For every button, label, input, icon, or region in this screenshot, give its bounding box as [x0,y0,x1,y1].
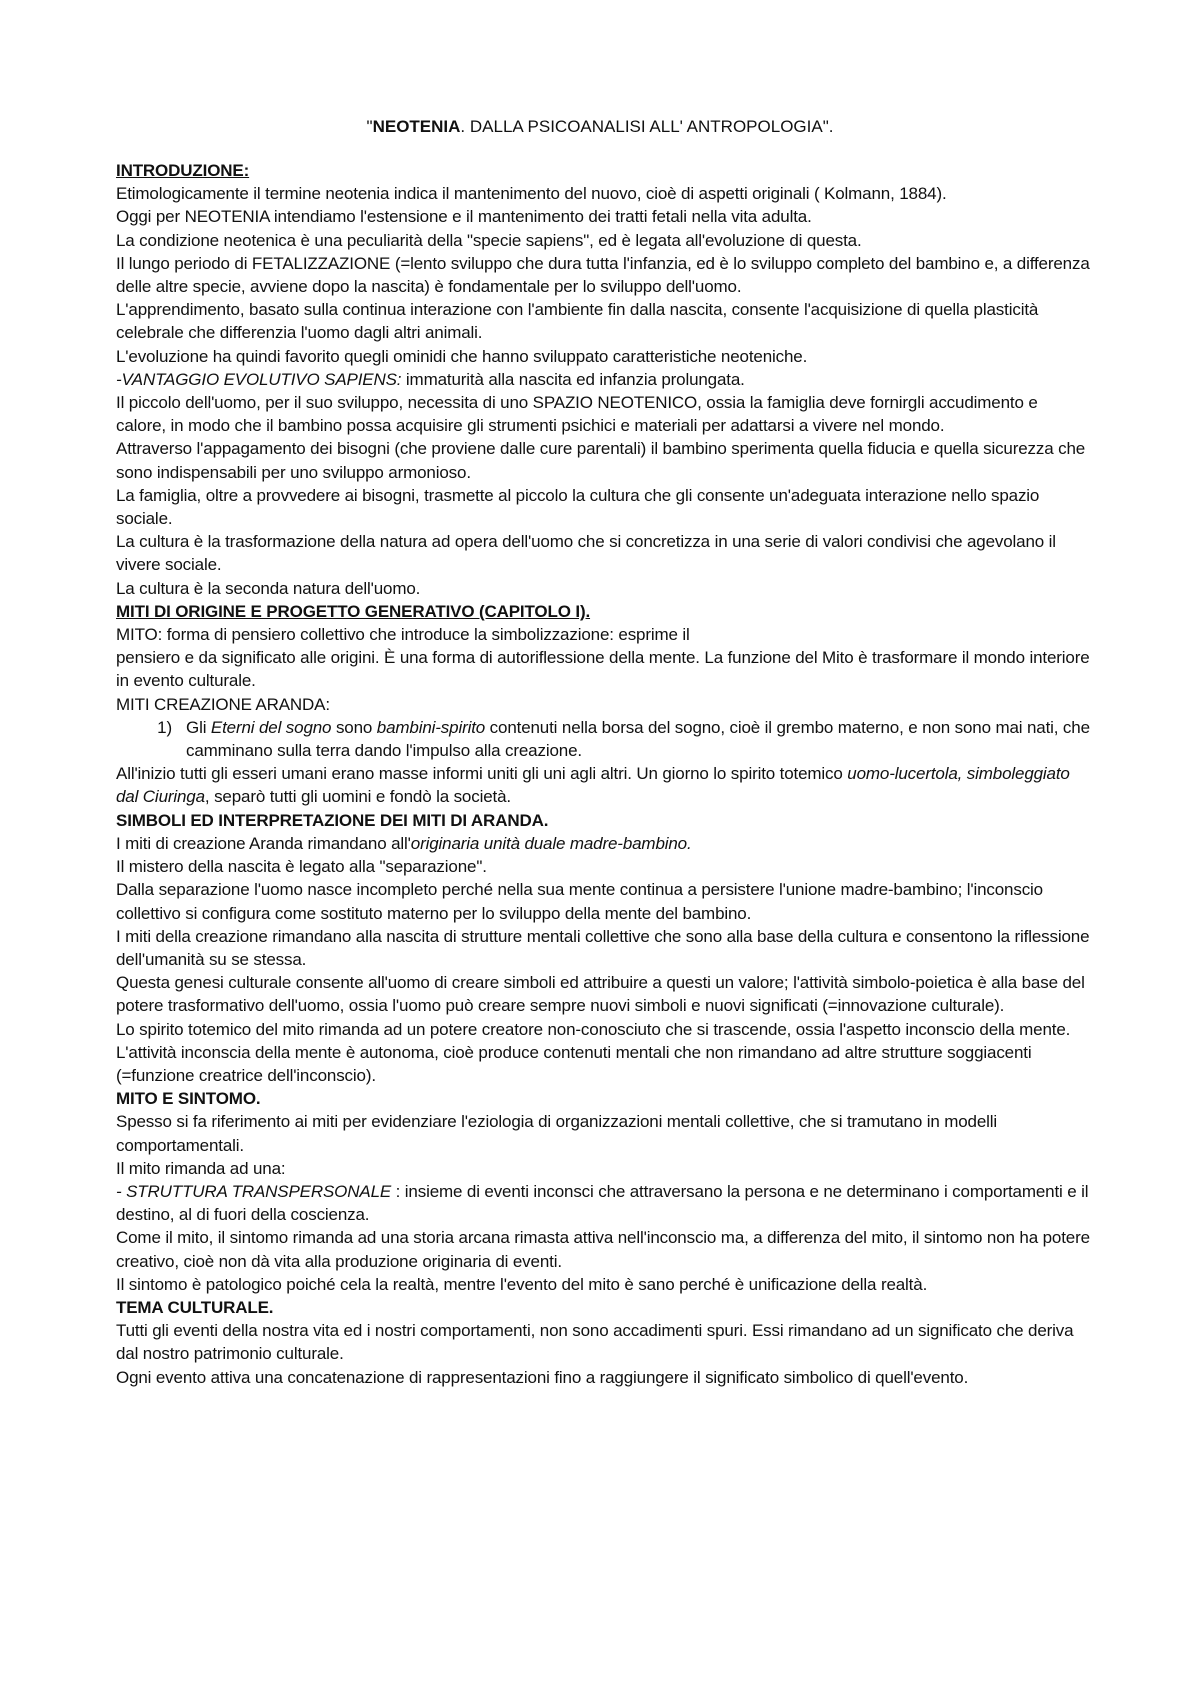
italic-term: bambini-spirito [376,717,486,737]
text-run: sono [331,717,377,737]
text-run: immaturità alla nascita ed infanzia prolungata. [401,369,745,389]
italic-term: -VANTAGGIO EVOLUTIVO SAPIENS: [116,369,402,389]
paragraph: Il lungo periodo di FETALIZZAZIONE (=lento sviluppo che dura tutta l'infanzia, ed è lo sviluppo completo del bambino e, a differenza delle altre specie, avviene dopo la nascita) è fondamentale per lo sviluppo dell'uomo. [116,253,1090,297]
paragraph: pensiero e da significato alle origini. È una forma di autoriflessione della mente. La funzione del Mito è trasformare il mondo interiore in evento culturale. [116,648,1090,691]
paragraph: L'attività inconscia della mente è autonoma, cioè produce contenuti mentali che non rimandano ad altre strutture soggiacenti (=funzione creatrice dell'inconscio). [116,1042,1032,1085]
paragraph: L'apprendimento, basato sulla continua interazione con l'ambiente fin dalla nascita, consente l'acquisizione di quella plasticità celebrale che differenzia l'uomo dagli altri animali. [116,300,1039,343]
paragraph: Tutti gli eventi della nostra vita ed i nostri comportamenti, non sono accadimenti spuri. Essi rimandano ad un significato che deriva dal nostro patrimonio culturale. [116,1321,1074,1364]
document-title [0,116,1200,138]
paragraph: La cultura è la trasformazione della natura ad opera dell'uomo che si concretizza in una serie di valori condivisi che agevolano il vivere sociale. [116,532,1056,575]
italic-term: Eterni del sogno [210,717,332,737]
paragraph: Spesso si fa riferimento ai miti per evidenziare l'eziologia di organizzazioni mentali collettive, che si tramutano in modelli comportamentali. [116,1112,998,1155]
list-text [186,716,1091,762]
italic-term: originaria unità duale madre-bambino. [410,833,692,853]
paragraph: Oggi per NEOTENIA intendiamo l'estensione e il mantenimento dei tratti fetali nella vita adulta. [116,207,812,227]
text-run: Gli [186,717,211,737]
paragraph: Il sintomo è patologico poiché cela la realtà, mentre l'evento del mito è sano perché è unificazione della realtà. [116,1274,928,1294]
paragraph: Come il mito, il sintomo rimanda ad una storia arcana rimasta attiva nell'inconscio ma, a differenza del mito, il sintomo non ha potere creativo, cioè non dà vita alla produzione originaria di eventi. [116,1228,1090,1271]
paragraph: Dalla separazione l'uomo nasce incompleto perché nella sua mente continua a persistere l'unione madre-bambino; l'inconscio collettivo si configura come sostituto materno per lo sviluppo della mente del bambino. [116,880,1043,923]
heading-introduzione: INTRODUZIONE: [116,161,250,180]
text-run: : insieme di eventi inconsci che attraversano la persona e ne determinano i comportamenti e il destino, al di fuori della coscienza. [116,1181,1089,1225]
heading-mito-e-sintomo: MITO E SINTOMO. [116,1089,261,1109]
text-run: , separò tutti gli uomini e fondò la società. [204,787,511,807]
list-number: 1) [157,717,172,737]
italic-term: - STRUTTURA TRANSPERSONALE [116,1181,392,1201]
italic-term: uomo-lucertola, simboleggiato dal Ciuringa [116,764,1070,807]
paragraph: Ogni evento attiva una concatenazione di rappresentazioni fino a raggiungere il significato simbolico di quell'evento. [116,1367,969,1387]
paragraph [116,368,1091,391]
paragraph [116,762,1091,808]
text-run: All'inizio tutti gli esseri umani erano masse informi uniti gli uni agli altri. Un giorno lo spirito totemico [116,764,848,784]
paragraph: Etimologicamente il termine neotenia indica il mantenimento del nuovo, cioè di aspetti originali ( Kolmann, 1884). [116,184,947,204]
paragraph: I miti della creazione rimandano alla nascita di strutture mentali collettive che sono alla base della cultura e consentono la riflessione dell'umanità su se stessa. [116,926,1090,969]
paragraph: L'evoluzione ha quindi favorito quegli ominidi che hanno sviluppato caratteristiche neoteniche. [116,346,808,366]
text-run: I miti di creazione Aranda rimandano all' [116,833,411,853]
document-body [116,159,1091,1389]
paragraph: MITI CREAZIONE ARANDA: [116,694,330,714]
text-run: contenuti nella borsa del sogno, cioè il grembo materno, e non sono mai nati, che camminano sulla terra dando l'impulso alla creazione. [186,717,1090,761]
heading-simboli: SIMBOLI ED INTERPRETAZIONE DEI MITI DI ARANDA. [116,810,549,830]
paragraph: MITO: forma di pensiero collettivo che introduce la simbolizzazione: esprime il [116,625,690,645]
paragraph: Lo spirito totemico del mito rimanda ad un potere creatore non-conosciuto che si trascende, ossia l'aspetto inconscio della mente. [116,1019,1071,1039]
paragraph [116,832,1091,855]
paragraph: Il mito rimanda ad una: [116,1158,286,1178]
paragraph: Questa genesi culturale consente all'uomo di creare simboli ed attribuire a questi un valore; l'attività simbolo-poietica è alla base del potere trasformativo dell'uomo, ossia l'uomo può creare sempre nuovi simboli e nuovi significati (=innovazione culturale). [116,973,1085,1016]
title-open-quote: " [366,117,373,136]
paragraph: La cultura è la seconda natura dell'uomo. [116,578,421,598]
title-bold-word: NEOTENIA [372,117,461,136]
list-item [116,716,1091,762]
paragraph: La condizione neotenica è una peculiarità della "specie sapiens", ed è legata all'evoluzione di questa. [116,230,862,250]
paragraph: Attraverso l'appagamento dei bisogni (che proviene dalle cure parentali) il bambino sperimenta quella fiducia e quella sicurezza che sono indispensabili per uno sviluppo armonioso. [116,439,1086,482]
paragraph [116,1180,1091,1226]
paragraph: Il mistero della nascita è legato alla "separazione". [116,857,487,877]
heading-tema-culturale: TEMA CULTURALE. [116,1297,274,1317]
heading-miti-di-origine: MITI DI ORIGINE E PROGETTO GENERATIVO (CAPITOLO I). [116,601,591,621]
paragraph: La famiglia, oltre a provvedere ai bisogni, trasmette al piccolo la cultura che gli consente un'adeguata interazione nello spazio sociale. [116,485,1040,529]
title-rest: . DALLA PSICOANALISI ALL' ANTROPOLOGIA". [460,117,834,136]
paragraph: Il piccolo dell'uomo, per il suo sviluppo, necessita di uno SPAZIO NEOTENICO, ossia la famiglia deve fornirgli accudimento e calore, in modo che il bambino possa acquisire gli strumenti psichici e materiali per adattarsi a vivere nel mondo. [116,393,1038,436]
